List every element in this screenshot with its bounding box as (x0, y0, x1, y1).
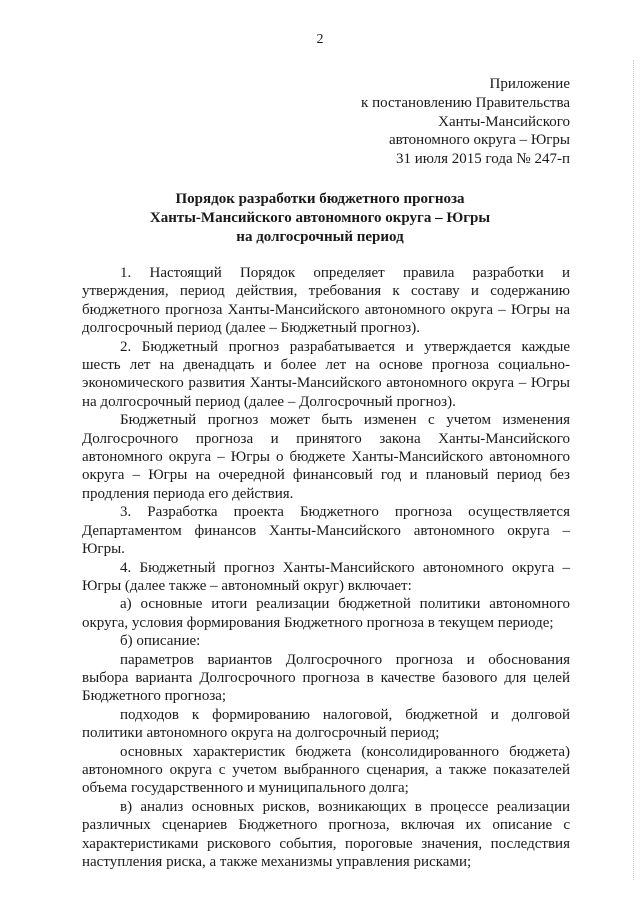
paragraph: основных характеристик бюджета (консолидированного бюджета) автономного округа с учетом выбранного сценария, а также показателей объема государственного и муниципального долга; (82, 743, 570, 797)
paragraph: б) описание: (120, 633, 201, 650)
scan-edge-divider (632, 60, 634, 880)
appendix-line: Приложение (489, 76, 570, 92)
document-title (60, 190, 580, 247)
appendix-line: 31 июля 2015 года № 247-п (396, 151, 570, 168)
page-number: 2 (316, 32, 324, 47)
title-line: Ханты-Мансийского автономного округа – Югры (149, 210, 491, 226)
appendix-header (310, 75, 570, 169)
paragraph: а) основные итоги реализации бюджетной политики автономного округа, условия формирования Бюджетного прогноза в текущем периоде; (82, 596, 570, 631)
appendix-line: к постановлению Правительства (361, 94, 570, 111)
title-line: Порядок разработки бюджетного прогноза (175, 191, 465, 207)
title-line: на долгосрочный период (236, 229, 404, 245)
appendix-line: Ханты-Мансийского (438, 113, 570, 130)
paragraph: 1. Настоящий Порядок определяет правила разработки и утверждения, период действия, требования к составу и содержанию бюджетного прогноза Ханты-Мансийского автономного округа – Югры на долгосрочный период (далее – Бюджетный прогноз). (82, 265, 570, 337)
paragraph: параметров вариантов Долгосрочного прогноза и обоснования выбора варианта Долгосрочного прогноза в качестве базового для целей Бюджетного прогноза; (82, 651, 570, 705)
paragraph: 3. Разработка проекта Бюджетного прогноза осуществляется Департаментом финансов Ханты-Мансийского автономного округа – Югры. (82, 504, 570, 558)
paragraph: 2. Бюджетный прогноз разрабатывается и утверждается каждые шесть лет на двенадцать и более лет на основе прогноза социально-экономического развития Ханты-Мансийского автономного округа – Югры на долгосрочный период (далее – Долгосрочный прогноз). (82, 338, 570, 410)
paragraph: подходов к формированию налоговой, бюджетной и долговой политики автономного округа на долгосрочный период; (82, 706, 570, 742)
document-body (82, 264, 570, 871)
paragraph: Бюджетный прогноз может быть изменен с учетом изменения Долгосрочного прогноза и принятого закона Ханты-Мансийского автономного округа – Югры о бюджете Ханты-Мансийского автономного округа – Югры на очередной финансовый год и плановый период без продления периода его действия. (82, 412, 570, 502)
appendix-line: автономного округа – Югры (388, 132, 570, 149)
paragraph: 4. Бюджетный прогноз Ханты-Мансийского автономного округа – Югры (далее также – автономный округ) включает: (82, 559, 570, 594)
paragraph: в) анализ основных рисков, возникающих в процессе реализации различных сценариев Бюджетного прогноза, включая их описание с характеристиками рискового события, пороговые значения, последствия наступления риска, а также механизмы управления рисками; (82, 798, 570, 870)
